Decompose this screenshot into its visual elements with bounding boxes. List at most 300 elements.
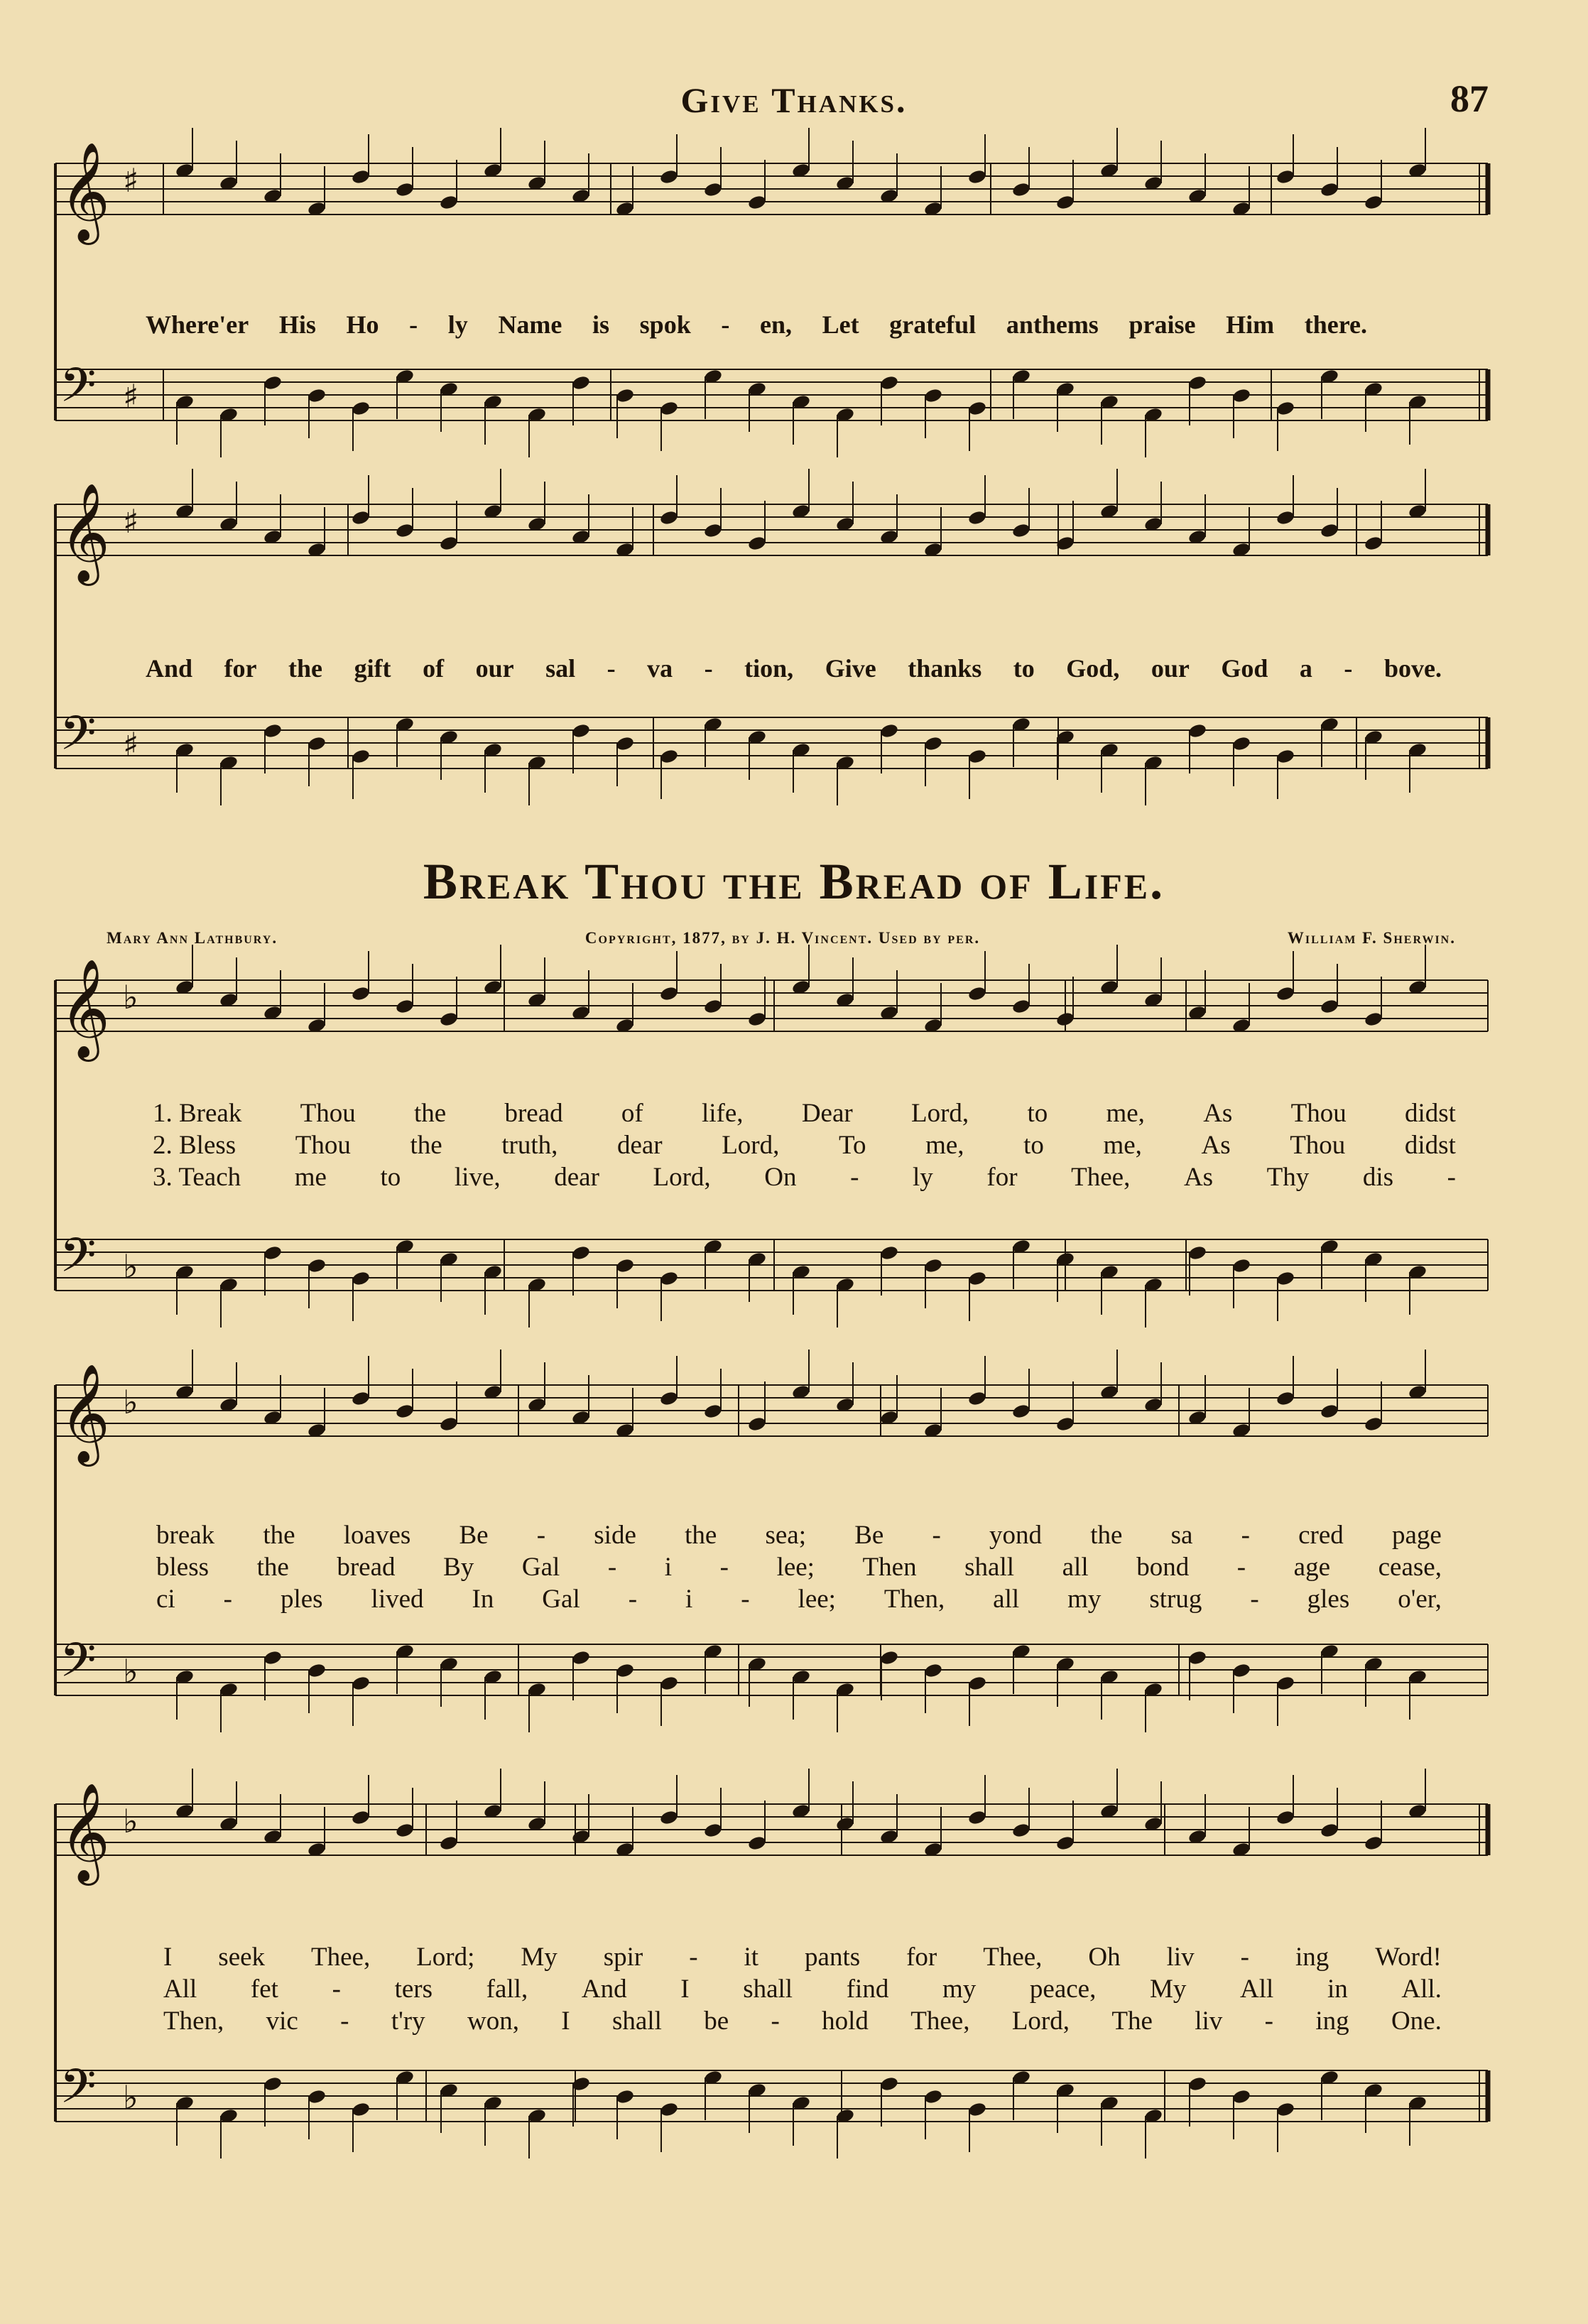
note-head <box>1320 1822 1339 1838</box>
lyric-syllable: tion, <box>744 654 794 683</box>
hymn-credits <box>107 929 1456 947</box>
lyric-syllable: o'er, <box>1398 1585 1442 1614</box>
copyright-notice: Copyright, 1877, by J. H. Vincent. Used by per. <box>584 929 981 947</box>
note-head <box>659 509 679 526</box>
lyric-syllable: God, <box>1066 654 1120 683</box>
lyric-syllable: won, <box>467 2007 519 2036</box>
lyric-syllable: bread <box>504 1099 563 1128</box>
lyric-syllable: truth, <box>501 1131 558 1160</box>
note-head <box>879 2075 899 2092</box>
hymn-title: Break Thou the Bread of Life. <box>423 853 1165 910</box>
music-system-give-thanks-2 <box>0 476 1588 817</box>
note-head <box>659 985 679 1001</box>
lyric-syllable: Be <box>854 1521 884 1550</box>
lyric-syllable: - <box>689 1943 698 1972</box>
lyric-syllable: t'ry <box>391 2007 425 2036</box>
note-head <box>571 1244 591 1261</box>
sharp-icon: ♯ <box>123 725 139 764</box>
note-head <box>1011 998 1031 1014</box>
lyric-syllable: for <box>986 1163 1018 1192</box>
lyric-syllable: I <box>561 2007 570 2036</box>
lyric-syllable: the <box>263 1521 295 1550</box>
lyric-syllable: - <box>1344 654 1353 683</box>
note-head <box>659 1809 679 1825</box>
lyric-syllable: Name <box>498 310 562 339</box>
flat-icon: ♭ <box>123 2078 138 2117</box>
lyrics-give-thanks-line-2 <box>146 653 1442 683</box>
note-head <box>879 722 899 739</box>
lyric-syllable: to <box>1023 1131 1044 1160</box>
bass-clef-icon: 𝄢 <box>60 2059 97 2125</box>
lyric-syllable: Give <box>825 654 876 683</box>
lyric-syllable: - <box>771 2007 780 2036</box>
note-head <box>263 374 283 391</box>
lyric-syllable: vic <box>266 2007 298 2036</box>
note-head <box>879 1649 899 1666</box>
note-head <box>1364 1416 1383 1432</box>
note-head <box>967 509 987 526</box>
lyric-syllable: dear <box>554 1163 599 1192</box>
lyric-syllable: be <box>704 2007 729 2036</box>
note-head <box>1364 1011 1383 1027</box>
note-head <box>703 1822 723 1838</box>
lyric-syllable: And <box>581 1975 627 2004</box>
treble-clef-icon: 𝄞 <box>60 1783 110 1882</box>
note-head <box>659 1390 679 1406</box>
lyric-syllable: Gal <box>542 1585 580 1614</box>
treble-clef-icon: 𝄞 <box>60 1364 110 1462</box>
lyric-syllable: Where'er <box>146 310 249 339</box>
lyric-syllable: 2. Bless <box>153 1131 236 1160</box>
note-head <box>439 194 459 210</box>
lyric-syllable: page <box>1391 1521 1442 1550</box>
lyric-syllable: To <box>838 1131 866 1160</box>
lyric-syllable: Lord, <box>910 1099 969 1128</box>
lyric-syllable: As <box>1183 1163 1214 1192</box>
lyric-syllable: - <box>932 1521 941 1550</box>
lyric-syllable: the <box>414 1099 447 1128</box>
lyric-syllable: is <box>592 310 610 339</box>
lyric-syllable: fet <box>250 1975 278 2004</box>
lyric-syllable: there. <box>1304 310 1367 339</box>
note-head <box>1011 181 1031 197</box>
note-head <box>1011 522 1031 538</box>
lyric-syllable: gift <box>354 654 391 683</box>
lyric-syllable: to <box>1027 1099 1048 1128</box>
note-head <box>395 1403 415 1419</box>
lyric-syllable: 3. Teach <box>153 1163 241 1192</box>
lyric-syllable: By <box>443 1553 474 1582</box>
note-head <box>1276 1809 1295 1825</box>
note-head <box>351 1809 371 1825</box>
lyric-syllable: for <box>224 654 257 683</box>
lyric-syllable: As <box>1201 1131 1231 1160</box>
lyric-syllable: All <box>1240 1975 1274 2004</box>
lyric-syllable: gles <box>1307 1585 1350 1614</box>
note-head <box>439 1835 459 1851</box>
lyric-syllable: Then <box>862 1553 917 1582</box>
lyric-syllable: lee; <box>776 1553 815 1582</box>
note-head <box>1231 1257 1251 1274</box>
note-head <box>1055 1416 1075 1432</box>
note-head <box>747 535 767 551</box>
lyric-syllable: Thy <box>1266 1163 1310 1192</box>
note-head <box>967 748 987 764</box>
lyrics-break-system2-verse1 <box>156 1520 1442 1551</box>
note-head <box>923 2088 943 2105</box>
note-head <box>307 387 327 403</box>
note-head <box>351 400 371 416</box>
note-head <box>351 2101 371 2117</box>
lyric-syllable: ly <box>913 1163 933 1192</box>
lyric-syllable: Thee, <box>983 1943 1043 1972</box>
note-head <box>395 522 415 538</box>
lyric-syllable: ters <box>394 1975 433 2004</box>
lyric-syllable: Him <box>1226 310 1275 339</box>
note-head <box>967 2101 987 2117</box>
lyric-syllable: a <box>1299 654 1312 683</box>
lyric-syllable: - <box>628 1585 638 1614</box>
note-head <box>1011 1403 1031 1419</box>
lyric-syllable: cease, <box>1378 1553 1442 1582</box>
note-head <box>967 1675 987 1691</box>
note-head <box>395 998 415 1014</box>
note-head <box>923 1662 943 1678</box>
note-head <box>615 387 635 403</box>
lyric-syllable: - <box>1264 2007 1273 2036</box>
note-head <box>351 509 371 526</box>
author-credit: Mary Ann Lathbury. <box>107 929 278 947</box>
lyric-syllable: shall <box>964 1553 1015 1582</box>
note-head <box>659 1270 679 1286</box>
note-head <box>307 1257 327 1274</box>
lyric-syllable: Thou <box>300 1099 356 1128</box>
note-head <box>1055 1835 1075 1851</box>
lyric-syllable: - <box>1236 1553 1246 1582</box>
lyric-syllable: Lord; <box>416 1943 475 1972</box>
note-head <box>1320 522 1339 538</box>
lyric-syllable: My <box>1149 1975 1187 2004</box>
note-head <box>703 181 723 197</box>
note-head <box>1055 1011 1075 1027</box>
note-head <box>703 1403 723 1419</box>
note-head <box>923 1257 943 1274</box>
music-system-give-thanks-1 <box>0 135 1588 462</box>
lyric-syllable: Thee, <box>1071 1163 1131 1192</box>
lyric-syllable: Be <box>459 1521 489 1550</box>
lyric-syllable: 1. Break <box>153 1099 242 1128</box>
lyric-syllable: Thee, <box>910 2007 970 2036</box>
note-head <box>351 1390 371 1406</box>
lyric-syllable: - <box>223 1585 232 1614</box>
lyric-syllable: liv <box>1195 2007 1223 2036</box>
lyric-syllable: Lord, <box>1011 2007 1070 2036</box>
note-head <box>571 1649 591 1666</box>
note-head <box>1231 387 1251 403</box>
note-head <box>659 748 679 764</box>
lyric-syllable: bless <box>156 1553 209 1582</box>
note-head <box>1276 2101 1295 2117</box>
lyric-syllable: sal <box>545 654 576 683</box>
note-head <box>1187 1649 1207 1666</box>
note-head <box>615 1257 635 1274</box>
lyric-syllable: seek <box>218 1943 266 1972</box>
note-head <box>1011 1822 1031 1838</box>
lyric-syllable: ples <box>280 1585 323 1614</box>
lyric-syllable: life, <box>702 1099 744 1128</box>
note-head <box>967 985 987 1001</box>
lyric-syllable: On <box>764 1163 797 1192</box>
lyrics-break-system3-verse2 <box>163 1974 1442 2004</box>
note-head <box>351 168 371 185</box>
lyric-syllable: anthems <box>1006 310 1099 339</box>
lyric-syllable: dear <box>616 1131 663 1160</box>
note-head <box>879 1244 899 1261</box>
note-head <box>879 374 899 391</box>
lyric-syllable: - <box>536 1521 546 1550</box>
note-head <box>571 2075 591 2092</box>
lyric-syllable: the <box>685 1521 717 1550</box>
lyric-syllable: - <box>1250 1585 1259 1614</box>
note-head <box>967 400 987 416</box>
lyric-syllable: thanks <box>908 654 982 683</box>
note-head <box>1364 194 1383 210</box>
lyric-syllable: i <box>685 1585 693 1614</box>
flat-icon: ♭ <box>123 1383 138 1421</box>
bass-clef-icon: 𝄢 <box>60 358 97 424</box>
sharp-icon: ♯ <box>123 502 139 541</box>
lyric-syllable: Gal <box>521 1553 560 1582</box>
lyric-syllable: find <box>846 1975 889 2004</box>
lyric-syllable: my <box>942 1975 977 2004</box>
lyric-syllable: - <box>340 2007 349 2036</box>
lyric-syllable: Then, <box>163 2007 224 2036</box>
note-head <box>307 735 327 751</box>
note-head <box>615 2088 635 2105</box>
note-head <box>747 1416 767 1432</box>
lyric-syllable: - <box>719 1553 729 1582</box>
note-head <box>1055 194 1075 210</box>
lyric-syllable: - <box>704 654 713 683</box>
lyric-syllable: - <box>1240 1943 1249 1972</box>
lyric-syllable: to <box>1013 654 1035 683</box>
lyric-syllable: va <box>647 654 673 683</box>
lyric-syllable: bove. <box>1383 654 1442 683</box>
lyric-syllable: me, <box>1106 1099 1145 1128</box>
note-head <box>1231 1662 1251 1678</box>
lyrics-break-system1-verse1 <box>153 1098 1456 1129</box>
lyric-syllable: - <box>409 310 418 339</box>
note-head <box>703 998 723 1014</box>
lyric-syllable: it <box>744 1943 759 1972</box>
lyric-syllable: the <box>410 1131 442 1160</box>
note-head <box>1276 1675 1295 1691</box>
lyric-syllable: yond <box>989 1521 1042 1550</box>
note-head <box>263 1649 283 1666</box>
note-head <box>1320 1403 1339 1419</box>
lyric-syllable: fall, <box>486 1975 528 2004</box>
lyrics-break-system1-verse3 <box>153 1162 1456 1193</box>
lyric-syllable: - <box>721 310 730 339</box>
lyric-syllable: lee; <box>798 1585 836 1614</box>
treble-clef-icon: 𝄞 <box>60 483 110 582</box>
lyric-syllable: All <box>163 1975 197 2004</box>
flat-icon: ♭ <box>123 978 138 1016</box>
note-head <box>1187 374 1207 391</box>
lyric-syllable: ly <box>447 310 468 339</box>
lyric-syllable: hold <box>822 2007 869 2036</box>
note-head <box>1276 1270 1295 1286</box>
note-head <box>351 1270 371 1286</box>
note-head <box>395 1822 415 1838</box>
lyric-syllable: live, <box>454 1163 501 1192</box>
lyric-syllable: - <box>607 1553 617 1582</box>
bass-clef-icon: 𝄢 <box>60 1633 97 1699</box>
lyric-syllable: Lord, <box>722 1131 780 1160</box>
page-number: 87 <box>1450 77 1489 120</box>
lyric-syllable: - <box>332 1975 341 2004</box>
note-head <box>351 985 371 1001</box>
lyric-syllable: Thou <box>295 1131 351 1160</box>
note-head <box>703 522 723 538</box>
note-head <box>747 194 767 210</box>
lyric-syllable: break <box>156 1521 215 1550</box>
lyric-syllable: didst <box>1404 1099 1456 1128</box>
lyric-syllable: of <box>423 654 445 683</box>
lyric-syllable: The <box>1111 2007 1153 2036</box>
note-head <box>659 1675 679 1691</box>
note-head <box>1187 722 1207 739</box>
lyric-syllable: shall <box>611 2007 662 2036</box>
composer-credit: William F. Sherwin. <box>1287 929 1456 947</box>
lyric-syllable: ing <box>1315 2007 1349 2036</box>
lyric-syllable: spok <box>639 310 691 339</box>
lyric-syllable: side <box>594 1521 636 1550</box>
lyrics-break-system1-verse2 <box>153 1130 1456 1161</box>
lyric-syllable: Oh <box>1088 1943 1121 1972</box>
lyric-syllable: His <box>278 310 316 339</box>
lyric-syllable: Lord, <box>653 1163 711 1192</box>
note-head <box>439 535 459 551</box>
note-head <box>571 374 591 391</box>
lyrics-break-system3-verse3 <box>163 2006 1442 2036</box>
lyric-syllable: our <box>475 654 514 683</box>
lyric-syllable: ing <box>1295 1943 1329 1972</box>
note-head <box>615 1662 635 1678</box>
lyric-syllable: all <box>993 1585 1020 1614</box>
note-head <box>439 1011 459 1027</box>
note-head <box>1276 400 1295 416</box>
sharp-icon: ♯ <box>123 377 139 416</box>
note-head <box>1276 168 1295 185</box>
note-head <box>307 2088 327 2105</box>
lyrics-break-system2-verse3 <box>156 1584 1442 1614</box>
lyric-syllable: Word! <box>1375 1943 1442 1972</box>
bass-clef-icon: 𝄢 <box>60 706 97 772</box>
note-head <box>1320 998 1339 1014</box>
flat-icon: ♭ <box>123 1802 138 1840</box>
note-head <box>615 735 635 751</box>
page-header-title: Give Thanks. <box>680 80 908 120</box>
lyric-syllable: praise <box>1129 310 1196 339</box>
lyric-syllable: - <box>607 654 616 683</box>
note-head <box>351 748 371 764</box>
note-head <box>1231 735 1251 751</box>
lyric-syllable: cred <box>1298 1521 1344 1550</box>
lyric-syllable: ci <box>156 1585 175 1614</box>
note-head <box>1276 985 1295 1001</box>
sharp-icon: ♯ <box>123 161 139 200</box>
lyric-syllable: me, <box>1103 1131 1142 1160</box>
note-head <box>659 2101 679 2117</box>
note-head <box>263 2075 283 2092</box>
lyric-syllable: In <box>472 1585 494 1614</box>
lyric-syllable: of <box>621 1099 643 1128</box>
treble-clef-icon: 𝄞 <box>60 959 110 1058</box>
lyric-syllable: Let <box>822 310 859 339</box>
lyric-syllable: - <box>850 1163 859 1192</box>
lyric-syllable: the <box>288 654 323 683</box>
note-head <box>923 387 943 403</box>
lyric-syllable: Thou <box>1290 1099 1347 1128</box>
note-head <box>1276 509 1295 526</box>
lyric-syllable: all <box>1062 1553 1089 1582</box>
note-head <box>967 168 987 185</box>
note-head <box>967 1809 987 1825</box>
note-head <box>747 1011 767 1027</box>
lyric-syllable: - <box>1447 1163 1456 1192</box>
lyric-syllable: dis <box>1362 1163 1394 1192</box>
note-head <box>1320 181 1339 197</box>
lyric-syllable: I <box>680 1975 690 2004</box>
lyric-syllable: me, <box>925 1131 964 1160</box>
lyrics-break-system2-verse2 <box>156 1552 1442 1582</box>
lyric-syllable: - <box>1241 1521 1250 1550</box>
lyric-syllable: to <box>380 1163 401 1192</box>
lyric-syllable: bread <box>337 1553 396 1582</box>
lyric-syllable: And <box>146 654 193 683</box>
lyric-syllable: One. <box>1391 2007 1442 2036</box>
lyrics-break-system3-verse1 <box>163 1942 1442 1972</box>
note-head <box>967 1390 987 1406</box>
lyric-syllable: i <box>664 1553 673 1582</box>
note-head <box>923 735 943 751</box>
note-head <box>1364 1835 1383 1851</box>
lyric-syllable: sea; <box>765 1521 806 1550</box>
lyric-syllable: Thee, <box>311 1943 371 1972</box>
note-head <box>1187 2075 1207 2092</box>
note-head <box>659 400 679 416</box>
lyric-syllable: spir <box>603 1943 643 1972</box>
treble-clef-icon: 𝄞 <box>60 142 110 241</box>
lyric-syllable: Then, <box>883 1585 945 1614</box>
lyric-syllable: pants <box>805 1943 861 1972</box>
lyric-syllable: My <box>521 1943 558 1972</box>
lyric-syllable: - <box>741 1585 750 1614</box>
note-head <box>1187 1244 1207 1261</box>
note-head <box>659 168 679 185</box>
lyric-syllable: bond <box>1136 1553 1190 1582</box>
note-head <box>395 181 415 197</box>
lyric-syllable: As <box>1203 1099 1233 1128</box>
lyric-syllable: the <box>1090 1521 1123 1550</box>
lyric-syllable: our <box>1151 654 1190 683</box>
note-head <box>747 1835 767 1851</box>
lyric-syllable: age <box>1293 1553 1331 1582</box>
note-head <box>1231 2088 1251 2105</box>
lyric-syllable: me <box>294 1163 327 1192</box>
lyric-syllable: strug <box>1149 1585 1202 1614</box>
